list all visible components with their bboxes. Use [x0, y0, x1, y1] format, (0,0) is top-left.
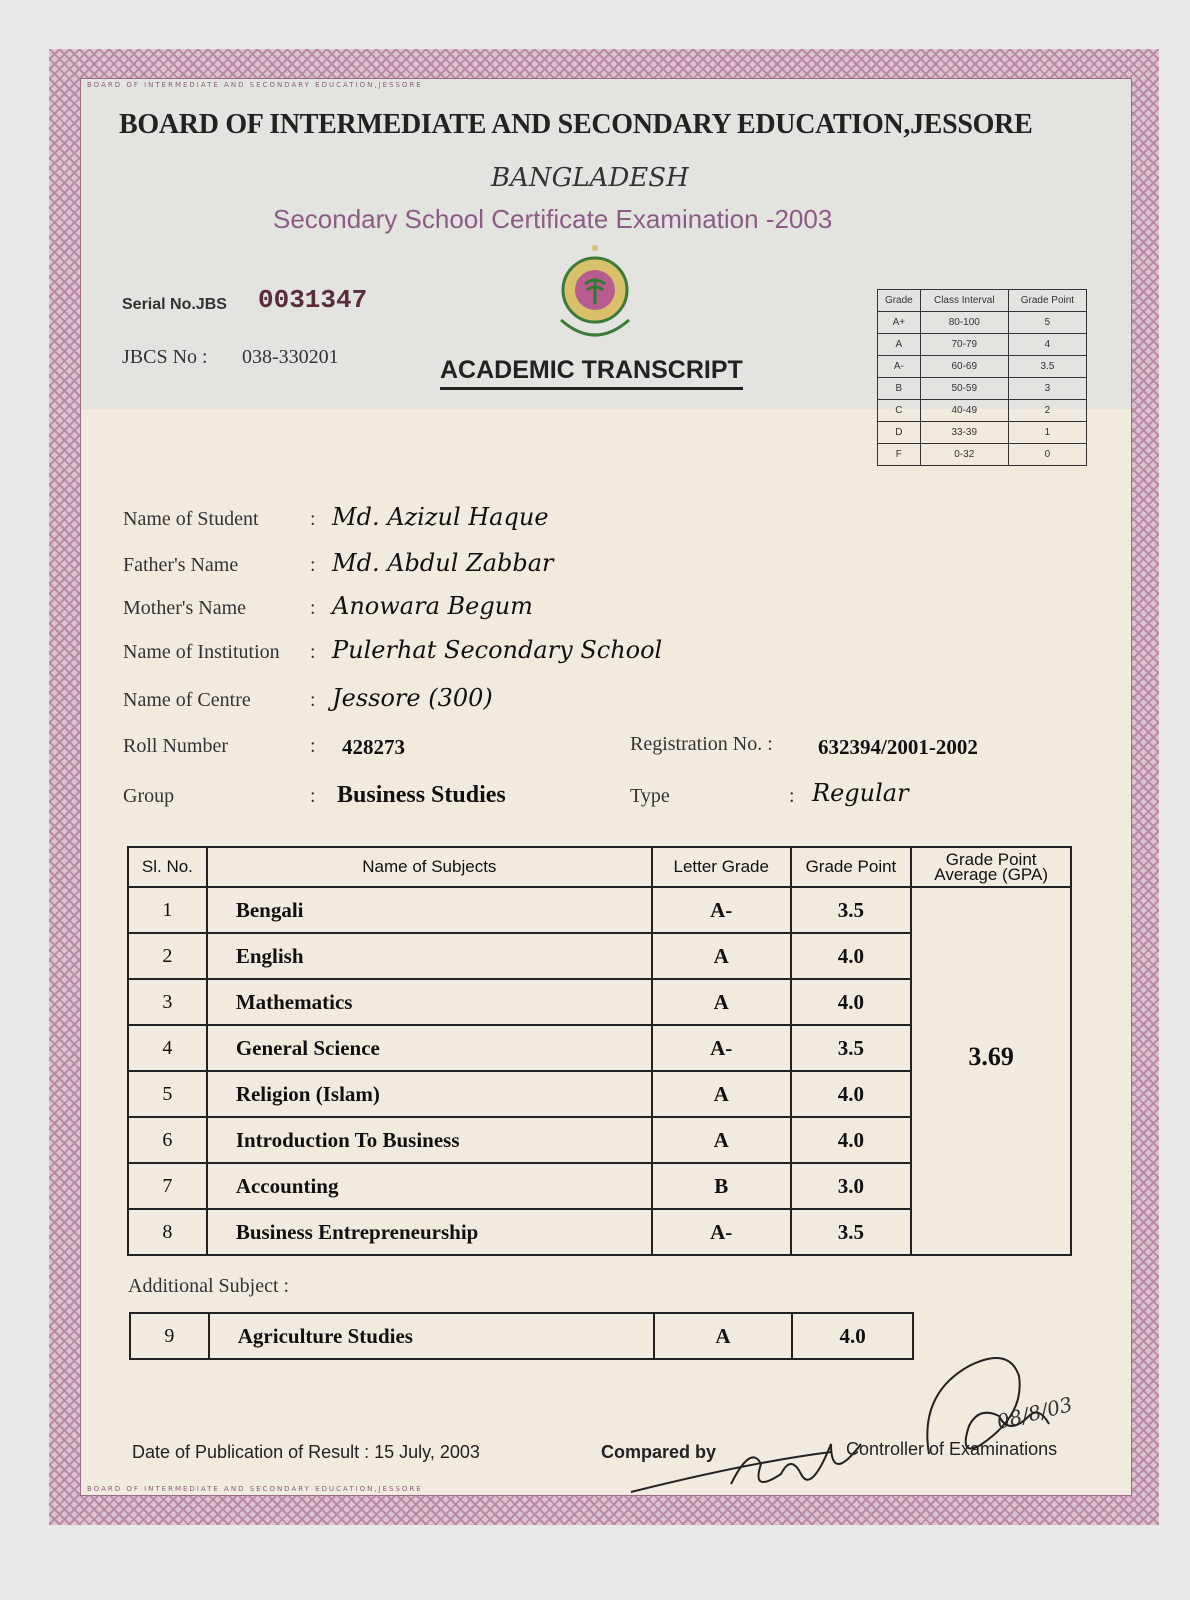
- grade: A-: [878, 356, 921, 378]
- grade-point: 3.5: [791, 887, 912, 933]
- class-interval: 70-79: [920, 334, 1008, 356]
- field-value: Jessore (300): [332, 684, 493, 712]
- grade-point: 4.0: [791, 1117, 912, 1163]
- colon: :: [310, 554, 316, 576]
- country: BANGLADESH: [491, 163, 689, 193]
- sl-no: 5: [128, 1071, 207, 1117]
- letter-grade: B: [652, 1163, 791, 1209]
- signature-date: 08/8/03: [994, 1392, 1075, 1434]
- registration-number: 632394/2001-2002: [818, 735, 978, 759]
- grade-point: 4.0: [791, 1071, 912, 1117]
- roll-number: 428273: [342, 735, 405, 759]
- sl-no: 4: [128, 1025, 207, 1071]
- colon: :: [310, 735, 316, 757]
- group-value: Business Studies: [337, 782, 506, 808]
- field-value: Md. Abdul Zabbar: [332, 549, 554, 577]
- col-header-letter: Letter Grade: [652, 847, 791, 887]
- grade-point: 3: [1008, 378, 1086, 400]
- compared-by-label: Compared by: [601, 1442, 717, 1462]
- sl-no: 2: [128, 933, 207, 979]
- type-label: Type: [630, 785, 670, 807]
- grade-scale-table: [877, 289, 1087, 466]
- colon: :: [310, 689, 316, 711]
- grade: A: [878, 334, 921, 356]
- letter-grade: A-: [652, 1025, 791, 1071]
- serial-number: 0031347: [258, 285, 368, 315]
- grade-scale-row: [878, 356, 1087, 378]
- sl-no: 6: [128, 1117, 207, 1163]
- grade-point: 0: [1008, 444, 1086, 466]
- board-emblem-icon: [553, 240, 637, 352]
- letter-grade: A-: [652, 887, 791, 933]
- exam-title: Secondary School Certificate Examination -2003: [273, 204, 833, 234]
- results-table: [127, 846, 1072, 1256]
- microtext-bottom: BOARD OF INTERMEDIATE AND SECONDARY EDUCATION,JESSORE: [87, 1485, 423, 1493]
- field-value: Anowara Begum: [332, 592, 533, 620]
- sl-no: 3: [128, 979, 207, 1025]
- grade-point: 3.5: [791, 1025, 912, 1071]
- field-label: Father's Name: [123, 554, 239, 576]
- subject-name: Mathematics: [207, 979, 652, 1025]
- roll-label: Roll Number: [123, 735, 228, 757]
- letter-grade: A: [652, 1071, 791, 1117]
- microtext-top: BOARD OF INTERMEDIATE AND SECONDARY EDUCATION,JESSORE: [87, 81, 423, 89]
- letter-grade: A: [652, 933, 791, 979]
- subject-name: Religion (Islam): [207, 1071, 652, 1117]
- colon: :: [310, 597, 316, 619]
- grade-scale-row: [878, 312, 1087, 334]
- grade-scale-row: [878, 422, 1087, 444]
- grade-scale-row: [878, 444, 1087, 466]
- col-header-gpa: Grade Point Average (GPA): [911, 847, 1071, 887]
- registration-label: Registration No. :: [630, 733, 773, 755]
- grade: A+: [878, 312, 921, 334]
- subject-name: Agriculture Studies: [209, 1313, 654, 1359]
- grade-header: Grade: [878, 290, 921, 312]
- grade-point: 4.0: [791, 933, 912, 979]
- field-value: Md. Azizul Haque: [332, 503, 549, 531]
- class-interval: 80-100: [920, 312, 1008, 334]
- field-label: Name of Student: [123, 508, 259, 530]
- field-value: Pulerhat Secondary School: [332, 636, 663, 664]
- grade-point: 2: [1008, 400, 1086, 422]
- document-title: ACADEMIC TRANSCRIPT: [440, 356, 743, 390]
- field-label: Name of Centre: [123, 689, 251, 711]
- group-label: Group: [123, 785, 175, 807]
- grade-point: 4.0: [792, 1313, 913, 1359]
- jbcs-number: 038-330201: [242, 346, 339, 368]
- sl-no: 7: [128, 1163, 207, 1209]
- col-header-sl: Sl. No.: [128, 847, 207, 887]
- grade-point: 5: [1008, 312, 1086, 334]
- col-header-subject: Name of Subjects: [207, 847, 652, 887]
- subject-name: Business Entrepreneurship: [207, 1209, 652, 1255]
- controller-label: Controller of Examinations: [846, 1439, 1058, 1459]
- sl-no: 9: [130, 1313, 209, 1359]
- letter-grade: A: [654, 1313, 793, 1359]
- grade-point: 4.0: [791, 979, 912, 1025]
- grade-point: 4: [1008, 334, 1086, 356]
- field-label: Mother's Name: [123, 597, 247, 619]
- subject-name: English: [207, 933, 652, 979]
- grade: C: [878, 400, 921, 422]
- class-interval: 50-59: [920, 378, 1008, 400]
- additional-label: Additional Subject :: [128, 1275, 290, 1297]
- colon: :: [310, 508, 316, 530]
- grade-point: 3.0: [791, 1163, 912, 1209]
- jbcs-label: JBCS No :: [122, 346, 208, 368]
- gpa-value: 3.69: [911, 887, 1071, 1255]
- sl-no: 8: [128, 1209, 207, 1255]
- grade: F: [878, 444, 921, 466]
- sl-no: 1: [128, 887, 207, 933]
- grade-scale-row: [878, 400, 1087, 422]
- interval-header: Class Interval: [920, 290, 1008, 312]
- colon: :: [310, 785, 316, 807]
- class-interval: 40-49: [920, 400, 1008, 422]
- subject-name: General Science: [207, 1025, 652, 1071]
- class-interval: 33-39: [920, 422, 1008, 444]
- signatures-icon: [611, 1324, 1091, 1494]
- letter-grade: A: [652, 1117, 791, 1163]
- grade-scale-row: [878, 334, 1087, 356]
- letter-grade: A: [652, 979, 791, 1025]
- class-interval: 60-69: [920, 356, 1008, 378]
- certificate-body: [80, 78, 1132, 1496]
- publication-date: Date of Publication of Result : 15 July, 2003: [132, 1442, 480, 1462]
- grade: B: [878, 378, 921, 400]
- field-label: Name of Institution: [123, 641, 280, 663]
- table-row: [128, 887, 1071, 933]
- type-value: Regular: [812, 779, 909, 807]
- class-interval: 0-32: [920, 444, 1008, 466]
- board-title: BOARD OF INTERMEDIATE AND SECONDARY EDUCATION,JESSORE: [119, 109, 1033, 140]
- letter-grade: A-: [652, 1209, 791, 1255]
- subject-name: Introduction To Business: [207, 1117, 652, 1163]
- point-header: Grade Point: [1008, 290, 1086, 312]
- grade-point: 3.5: [791, 1209, 912, 1255]
- subject-name: Bengali: [207, 887, 652, 933]
- colon: :: [789, 785, 795, 807]
- colon: :: [310, 641, 316, 663]
- grade-point: 1: [1008, 422, 1086, 444]
- col-header-point: Grade Point: [791, 847, 912, 887]
- grade-point: 3.5: [1008, 356, 1086, 378]
- serial-label: Serial No.JBS: [122, 296, 227, 313]
- grade: D: [878, 422, 921, 444]
- grade-scale-row: [878, 378, 1087, 400]
- subject-name: Accounting: [207, 1163, 652, 1209]
